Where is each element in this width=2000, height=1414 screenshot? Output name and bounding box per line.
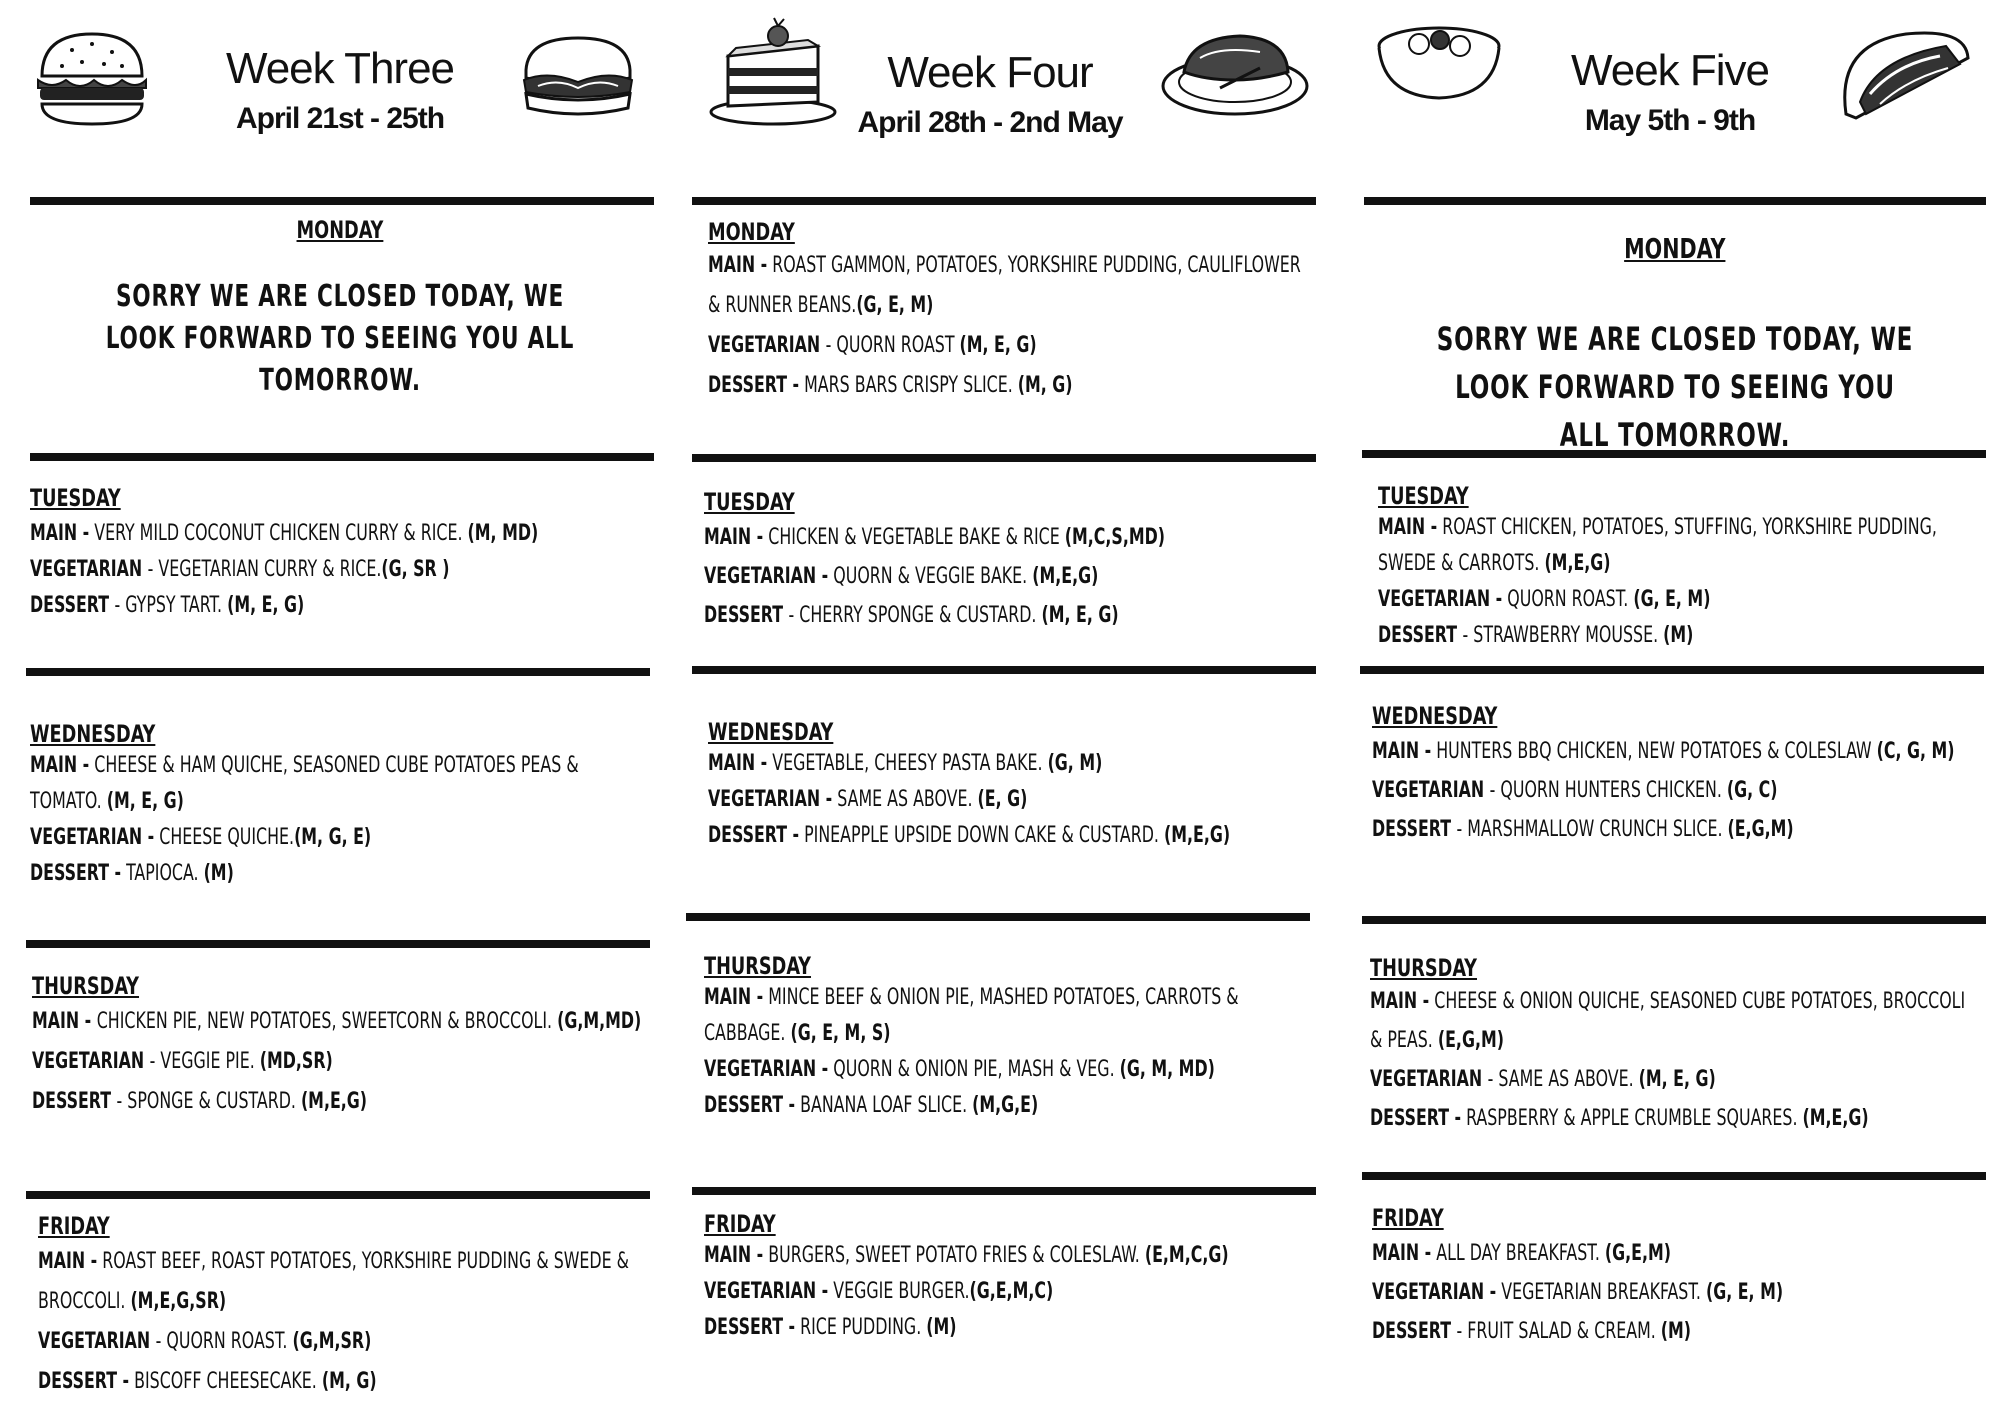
dessert-dish: RICE PUDDING. xyxy=(795,1315,927,1340)
main-label: MAIN - xyxy=(1372,1241,1432,1266)
vegetarian-allergens: (M, E, G) xyxy=(959,333,1037,358)
divider xyxy=(1360,666,1984,674)
vegetarian-dish: - QUORN HUNTERS CHICKEN. xyxy=(1489,778,1727,803)
vegetarian-dish: - QUORN ROAST xyxy=(825,333,960,358)
main-label: MAIN - xyxy=(704,985,764,1010)
vegetarian-allergens: (M, G, E) xyxy=(294,825,372,850)
main-label: MAIN - xyxy=(38,1249,98,1274)
dessert-allergens: (M) xyxy=(926,1315,957,1340)
dessert-allergens: (M, G) xyxy=(1017,373,1073,398)
dessert-dish: MARS BARS CRISPY SLICE. xyxy=(799,373,1018,398)
main-line xyxy=(30,516,539,552)
dessert-allergens: (M,G,E) xyxy=(972,1093,1039,1118)
main-label: MAIN - xyxy=(708,751,768,776)
week-three-header xyxy=(200,44,480,234)
main-line xyxy=(32,1002,652,1042)
vegetarian-allergens: (G, E, M) xyxy=(1705,1280,1784,1305)
main-dish: CHEESE & ONION QUICHE, SEASONED CUBE POTATOES, BROCCOLI & PEAS. xyxy=(1370,989,1966,1053)
dessert-dish: BISCOFF CHEESECAKE. xyxy=(129,1369,322,1394)
day-name: TUESDAY xyxy=(30,484,121,512)
dessert-line xyxy=(1370,1099,1869,1138)
taco-icon xyxy=(1836,24,1976,124)
vegetarian-label: VEGETARIAN - xyxy=(30,825,155,850)
dessert-dish: - STRAWBERRY MOUSSE. xyxy=(1462,623,1664,648)
main-label: MAIN - xyxy=(1372,739,1432,764)
vegetarian-label: VEGETARIAN xyxy=(1370,1067,1488,1092)
vegetarian-label: VEGETARIAN - xyxy=(1378,587,1503,612)
dessert-line xyxy=(1372,810,1852,849)
divider xyxy=(686,913,1310,921)
main-dish: CHICKEN & VEGETABLE BAKE & RICE xyxy=(763,525,1065,550)
vegetarian-dish: CHEESE QUICHE. xyxy=(154,825,295,850)
dessert-line xyxy=(708,366,1188,406)
main-allergens: (M, MD) xyxy=(467,521,539,546)
day-name: WEDNESDAY xyxy=(1372,702,1498,730)
vegetarian-line xyxy=(704,1052,1215,1088)
dessert-dish: - MARSHMALLOW CRUNCH SLICE. xyxy=(1456,817,1728,842)
divider xyxy=(26,940,650,948)
burger-icon xyxy=(32,28,152,128)
main-line xyxy=(708,246,1308,326)
divider xyxy=(26,668,650,676)
main-dish: ROAST GAMMON, POTATOES, YORKSHIRE PUDDING, CAULIFLOWER & RUNNER BEANS. xyxy=(708,253,1301,318)
vegetarian-allergens: (G, E, M) xyxy=(1633,587,1711,612)
dessert-label: DESSERT xyxy=(1372,1319,1457,1344)
divider xyxy=(1364,197,1986,205)
dessert-line xyxy=(32,1082,528,1122)
dessert-label: DESSERT - xyxy=(1370,1106,1462,1131)
vegetarian-dish: SAME AS ABOVE. xyxy=(832,787,978,812)
divider xyxy=(1362,1172,1986,1180)
week3-tuesday xyxy=(30,484,650,624)
week3-friday xyxy=(38,1212,648,1402)
dessert-line xyxy=(38,1362,526,1402)
vegetarian-line xyxy=(708,782,1196,818)
vegetarian-line xyxy=(1372,771,1852,810)
day-name: WEDNESDAY xyxy=(708,718,834,746)
dessert-label: DESSERT xyxy=(1372,817,1457,842)
day-name: TUESDAY xyxy=(1378,482,1469,510)
dessert-label: DESSERT xyxy=(1378,623,1463,648)
dessert-line xyxy=(704,596,1192,635)
day-name: TUESDAY xyxy=(704,488,795,516)
dessert-dish: - GYPSY TART. xyxy=(114,593,228,618)
week3-monday xyxy=(40,216,640,402)
vegetarian-allergens: (E, G) xyxy=(977,787,1028,812)
main-allergens: (M, E, G) xyxy=(106,789,184,814)
main-dish: HUNTERS BBQ CHICKEN, NEW POTATOES & COLESLAW xyxy=(1431,739,1877,764)
vegetarian-label: VEGETARIAN - xyxy=(704,564,829,589)
main-label: MAIN - xyxy=(30,753,90,778)
dessert-label: DESSERT - xyxy=(38,1369,130,1394)
vegetarian-dish: - SAME AS ABOVE. xyxy=(1487,1067,1639,1092)
main-allergens: (M,E,G,SR) xyxy=(130,1289,227,1314)
main-line xyxy=(38,1242,648,1322)
main-label: MAIN - xyxy=(32,1009,97,1034)
week4-thursday xyxy=(704,952,1304,1124)
dessert-label: DESSERT - xyxy=(708,823,800,848)
main-label: MAIN - xyxy=(1378,515,1438,540)
week5-tuesday xyxy=(1378,482,1978,654)
dessert-line xyxy=(30,588,526,624)
vegetarian-label: VEGETARIAN - xyxy=(708,787,833,812)
dessert-allergens: (M, G) xyxy=(321,1369,377,1394)
dessert-line xyxy=(704,1310,1192,1346)
main-allergens: (C, G, M) xyxy=(1876,739,1955,764)
main-label: MAIN - xyxy=(708,253,768,278)
main-line xyxy=(704,1238,1229,1274)
week4-wednesday xyxy=(708,718,1318,854)
dessert-allergens: (M) xyxy=(203,861,234,886)
main-dish: CHEESE & HAM QUICHE, SEASONED CUBE POTATOES PEAS & TOMATO. xyxy=(30,753,579,814)
vegetarian-allergens: (G, SR ) xyxy=(381,557,450,582)
main-label: MAIN - xyxy=(30,521,90,546)
vegetarian-allergens: (M, E, G) xyxy=(1638,1067,1716,1092)
dessert-label: DESSERT - xyxy=(30,861,122,886)
dessert-dish: - SPONGE & CUSTARD. xyxy=(116,1089,301,1114)
divider xyxy=(692,666,1316,674)
divider xyxy=(692,1187,1316,1195)
week4-tuesday xyxy=(704,488,1314,635)
dessert-dish: BANANA LOAF SLICE. xyxy=(795,1093,973,1118)
dessert-allergens: (M) xyxy=(1660,1319,1692,1344)
vegetarian-dish: QUORN & VEGGIE BAKE. xyxy=(828,564,1033,589)
day-name: MONDAY xyxy=(296,216,384,244)
divider xyxy=(30,453,654,461)
closed-message: SORRY WE ARE CLOSED TODAY, WE LOOK FORWARD TO SEEING YOU ALL TOMORROW. xyxy=(1436,320,1914,454)
main-label: MAIN - xyxy=(704,1243,764,1268)
dessert-label: DESSERT - xyxy=(704,1315,796,1340)
vegetarian-dish: VEGGIE BURGER. xyxy=(828,1279,970,1304)
dessert-line xyxy=(708,818,1231,854)
week3-wednesday xyxy=(30,720,650,892)
main-dish: ROAST BEEF, ROAST POTATOES, YORKSHIRE PUDDING & SWEDE & BROCCOLI. xyxy=(38,1249,629,1314)
dessert-allergens: (M,E,G) xyxy=(300,1089,368,1114)
dessert-dish: TAPIOCA. xyxy=(121,861,204,886)
vegetarian-line xyxy=(704,1274,1192,1310)
main-label: MAIN - xyxy=(704,525,764,550)
day-name: THURSDAY xyxy=(1370,954,1478,982)
vegetarian-dish: - VEGETARIAN CURRY & RICE. xyxy=(147,557,382,582)
divider xyxy=(26,1191,650,1199)
day-name: FRIDAY xyxy=(1372,1204,1444,1232)
day-name: FRIDAY xyxy=(38,1212,110,1240)
dessert-dish: RASPBERRY & APPLE CRUMBLE SQUARES. xyxy=(1461,1106,1803,1131)
main-allergens: (E,M,C,G) xyxy=(1144,1243,1229,1268)
main-line xyxy=(1370,982,1970,1060)
vegetarian-dish: - VEGGIE PIE. xyxy=(149,1049,260,1074)
main-allergens: (G, M) xyxy=(1047,751,1103,776)
soup-bowl-icon xyxy=(1374,22,1504,102)
week-title: Week Four xyxy=(887,48,1093,97)
divider xyxy=(1362,916,1986,924)
closed-message: SORRY WE ARE CLOSED TODAY, WE LOOK FORWARD TO SEEING YOU ALL TOMORROW. xyxy=(105,279,575,398)
main-dish: VERY MILD COCONUT CHICKEN CURRY & RICE. xyxy=(89,521,468,546)
vegetarian-label: VEGETARIAN xyxy=(32,1049,150,1074)
week5-monday xyxy=(1370,232,1980,459)
dessert-line xyxy=(704,1088,1184,1124)
vegetarian-allergens: (G, C) xyxy=(1726,778,1778,803)
main-line xyxy=(1372,1234,1852,1273)
vegetarian-label: VEGETARIAN - xyxy=(1372,1280,1497,1305)
vegetarian-label: VEGETARIAN xyxy=(30,557,148,582)
day-name: THURSDAY xyxy=(704,952,812,980)
week5-thursday xyxy=(1370,954,1970,1138)
vegetarian-line xyxy=(1370,1060,1850,1099)
main-label: MAIN - xyxy=(1370,989,1430,1014)
pie-icon xyxy=(1160,28,1310,118)
week-title: Week Three xyxy=(225,44,455,93)
main-line xyxy=(704,518,1192,557)
dessert-allergens: (M, E, G) xyxy=(227,593,305,618)
divider xyxy=(692,454,1316,462)
main-allergens: (G, E, M) xyxy=(856,293,934,318)
dessert-allergens: (M,E,G) xyxy=(1164,823,1231,848)
vegetarian-line xyxy=(708,326,1188,366)
vegetarian-line xyxy=(30,820,526,856)
dessert-label: DESSERT - xyxy=(704,1093,796,1118)
day-name: MONDAY xyxy=(1624,232,1726,265)
dessert-line xyxy=(1372,1312,1852,1351)
week-dates: April 28th - 2nd May xyxy=(857,106,1123,139)
dessert-allergens: (M) xyxy=(1663,623,1694,648)
week3-thursday xyxy=(32,972,652,1122)
dessert-line xyxy=(30,856,526,892)
main-dish: ROAST CHICKEN, POTATOES, STUFFING, YORKSHIRE PUDDING, SWEDE & CARROTS. xyxy=(1378,515,1937,576)
vegetarian-line xyxy=(1372,1273,1852,1312)
sandwich-icon xyxy=(518,30,638,120)
dessert-dish: PINEAPPLE UPSIDE DOWN CAKE & CUSTARD. xyxy=(799,823,1164,848)
divider xyxy=(30,197,654,205)
vegetarian-line xyxy=(38,1322,526,1362)
main-allergens: (E,G,M) xyxy=(1437,1028,1504,1053)
dessert-label: DESSERT xyxy=(30,593,115,618)
dessert-allergens: (M,E,G) xyxy=(1802,1106,1869,1131)
main-line xyxy=(1378,510,1978,582)
cake-slice-icon xyxy=(708,16,838,126)
week-four-header xyxy=(820,48,1160,238)
main-dish: BURGERS, SWEET POTATO FRIES & COLESLAW. xyxy=(763,1243,1145,1268)
main-allergens: (M,E,G) xyxy=(1544,551,1611,576)
day-name: MONDAY xyxy=(708,218,795,246)
main-dish: ALL DAY BREAKFAST. xyxy=(1431,1241,1605,1266)
vegetarian-label: VEGETARIAN - xyxy=(704,1279,829,1304)
vegetarian-label: VEGETARIAN - xyxy=(704,1057,829,1082)
day-name: FRIDAY xyxy=(704,1210,776,1238)
main-line xyxy=(1372,732,1972,771)
main-line xyxy=(708,746,1196,782)
week-title: Week Five xyxy=(1570,46,1770,95)
dessert-allergens: (M, E, G) xyxy=(1041,603,1119,628)
dessert-line xyxy=(1378,618,1858,654)
dessert-dish: - FRUIT SALAD & CREAM. xyxy=(1456,1319,1661,1344)
main-allergens: (G,M,MD) xyxy=(557,1009,642,1034)
vegetarian-line xyxy=(30,552,526,588)
vegetarian-allergens: (G,M,SR) xyxy=(292,1329,372,1354)
main-allergens: (G,E,M) xyxy=(1604,1241,1671,1266)
dessert-label: DESSERT xyxy=(32,1089,117,1114)
vegetarian-allergens: (MD,SR) xyxy=(259,1049,333,1074)
vegetarian-dish: QUORN & ONION PIE, MASH & VEG. xyxy=(828,1057,1120,1082)
vegetarian-allergens: (G,E,M,C) xyxy=(969,1279,1054,1304)
main-line xyxy=(30,748,650,820)
vegetarian-line xyxy=(704,557,1192,596)
week-five-header xyxy=(1540,46,1800,236)
vegetarian-dish: - QUORN ROAST. xyxy=(155,1329,293,1354)
vegetarian-label: VEGETARIAN xyxy=(1372,778,1490,803)
main-dish: VEGETABLE, CHEESY PASTA BAKE. xyxy=(767,751,1048,776)
dessert-label: DESSERT xyxy=(704,603,789,628)
dessert-dish: - CHERRY SPONGE & CUSTARD. xyxy=(788,603,1042,628)
main-dish: MINCE BEEF & ONION PIE, MASHED POTATOES, CARROTS & CABBAGE. xyxy=(704,985,1239,1046)
day-name: THURSDAY xyxy=(32,972,140,1000)
week-dates: May 5th - 9th xyxy=(1584,104,1756,137)
vegetarian-dish: VEGETARIAN BREAKFAST. xyxy=(1496,1280,1706,1305)
vegetarian-line xyxy=(32,1042,528,1082)
week5-friday xyxy=(1372,1204,1972,1351)
main-line xyxy=(704,980,1304,1052)
week4-monday xyxy=(708,218,1308,406)
vegetarian-dish: QUORN ROAST. xyxy=(1502,587,1634,612)
divider xyxy=(692,197,1316,205)
day-name: WEDNESDAY xyxy=(30,720,156,748)
main-allergens: (M,C,S,MD) xyxy=(1064,525,1165,550)
main-dish: CHICKEN PIE, NEW POTATOES, SWEETCORN & BROCCOLI. xyxy=(96,1009,558,1034)
dessert-label: DESSERT - xyxy=(708,373,800,398)
vegetarian-allergens: (G, M, MD) xyxy=(1119,1057,1215,1082)
vegetarian-allergens: (M,E,G) xyxy=(1032,564,1099,589)
vegetarian-label: VEGETARIAN xyxy=(708,333,826,358)
main-allergens: (G, E, M, S) xyxy=(790,1021,891,1046)
dessert-allergens: (E,G,M) xyxy=(1727,817,1794,842)
vegetarian-line xyxy=(1378,582,1858,618)
week4-friday xyxy=(704,1210,1314,1346)
week5-wednesday xyxy=(1372,702,1972,849)
week-dates: April 21st - 25th xyxy=(235,102,445,135)
vegetarian-label: VEGETARIAN xyxy=(38,1329,156,1354)
